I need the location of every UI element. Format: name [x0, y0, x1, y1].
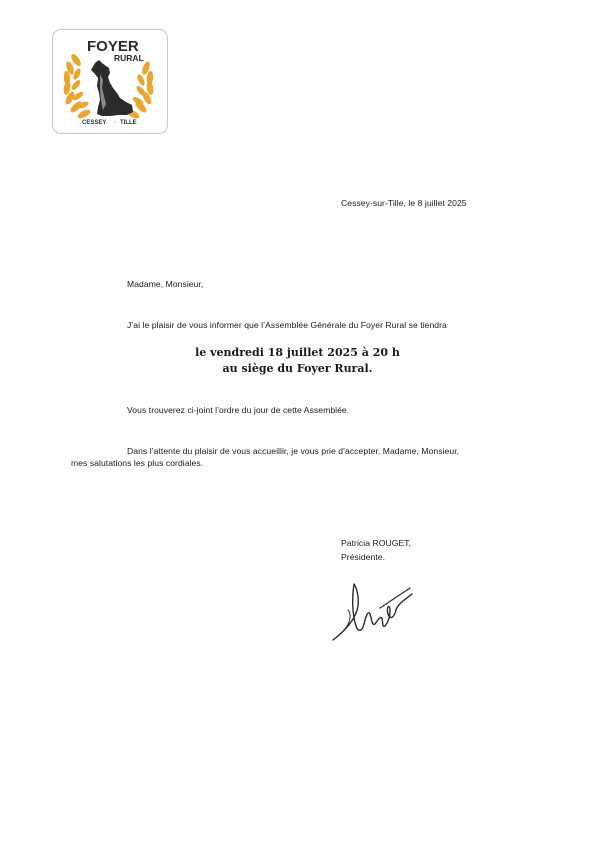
- logo-place-right: TILLE: [120, 120, 137, 126]
- logo-place-sep: -: [114, 120, 116, 126]
- logo-place-left: CESSEY: [82, 120, 107, 126]
- meeting-date-line: le vendredi 18 juillet 2025 à 20 h: [195, 346, 400, 359]
- logo-graphic: [53, 30, 167, 133]
- laurel-wreath-left: [63, 52, 92, 120]
- wolf-icon: [91, 60, 133, 116]
- signatory-title: Présidente.: [341, 552, 386, 562]
- foyer-rural-logo: [52, 29, 168, 134]
- handwritten-signature: [328, 580, 414, 644]
- logo-title-foyer: FOYER: [87, 38, 139, 55]
- letter-date: Cessey-sur-Tille, le 8 juillet 2025: [341, 198, 467, 208]
- letter-greeting: Madame, Monsieur,: [127, 279, 204, 289]
- letter-intro: J’ai le plaisir de vous informer que l’Assemblée Générale du Foyer Rural se tiendra: [127, 320, 447, 330]
- signatory-name: Patricia ROUGET,: [341, 538, 412, 548]
- logo-title-rural: RURAL: [114, 53, 144, 63]
- letter-closing-line1: Dans l’attente du plaisir de vous accueillir, je vous prie d’accepter, Madame, Monsieur,: [127, 446, 460, 456]
- letter-closing-line2: mes salutations les plus cordiales.: [71, 458, 204, 468]
- letter-agenda-note: Vous trouverez ci-joint l’ordre du jour de cette Assemblée.: [127, 405, 350, 415]
- meeting-place-line: au siège du Foyer Rural.: [222, 362, 373, 375]
